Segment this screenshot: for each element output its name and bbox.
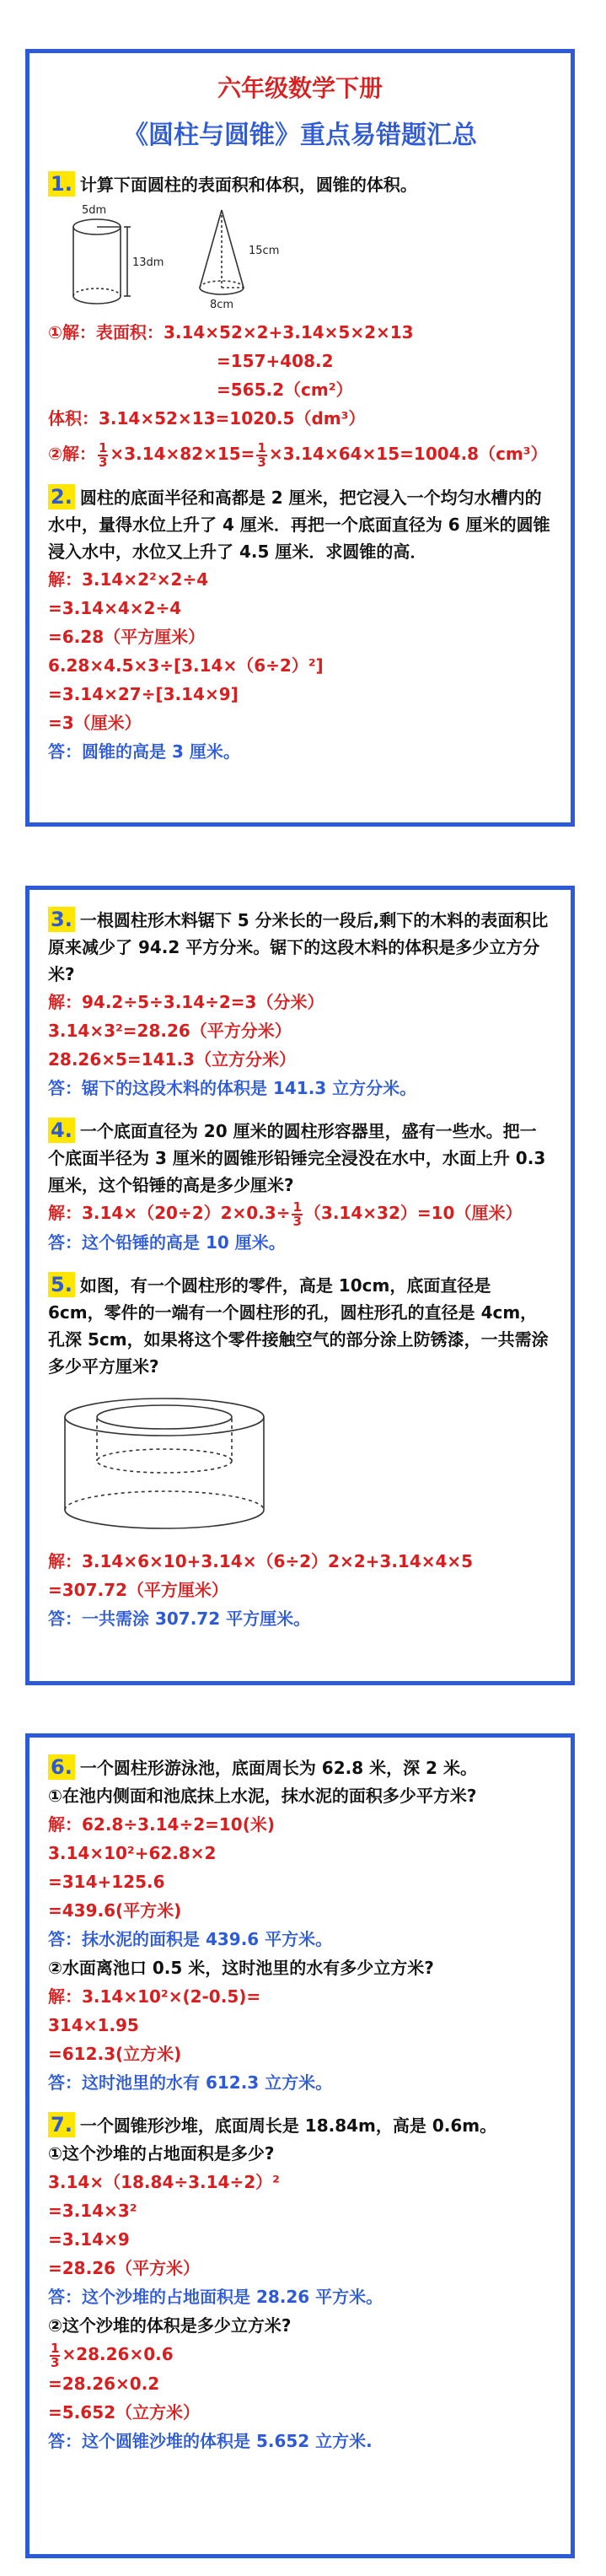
q1-solution-line: ①解：表面积：3.14×52×2+3.14×5×2×13 (48, 322, 414, 342)
q2-line: 解：3.14×2²×2÷4 (48, 569, 209, 590)
cone-base-label: 8cm (210, 299, 234, 311)
q5-line: 解：3.14×6×10+3.14×（6÷2）2×2+3.14×4×5 (48, 1550, 474, 1571)
q2-line: =6.28（平方厘米） (48, 626, 206, 647)
cylinder-top-label: 5dm (82, 204, 107, 217)
question-2 (48, 484, 552, 565)
q2-answer: 答：圆锥的高是 3 厘米。 (48, 741, 240, 762)
question-number: 6. (48, 1754, 75, 1780)
panel-2 (25, 886, 575, 1685)
fraction: $\frac{1}{3}$ (98, 439, 108, 470)
q3-line: 解：94.2÷5÷3.14÷2=3（分米） (48, 992, 324, 1012)
q6-line: =439.6(平方米) (48, 1900, 182, 1921)
question-text: 计算下面圆柱的表面积和体积，圆锥的体积。 (79, 175, 417, 195)
q2-line: =3.14×4×2÷4 (48, 597, 182, 618)
question-text: 一个圆锥形沙堆，底面周长是 18.84m，高是 0.6m。 (79, 2115, 497, 2136)
question-number: 7. (48, 2112, 75, 2137)
q7-sub2-answer: 答：这个圆锥沙堆的体积是 5.652 立方米. (48, 2430, 373, 2451)
q6-sub2: ②水面离池口 0.5 米，这时池里的水有多少立方米? (48, 1958, 434, 1978)
question-1 (48, 171, 552, 198)
q1-solution-line: =565.2（cm²） (217, 380, 353, 400)
q3-answer: 答：锯下的这段木料的体积是 141.3 立方分米。 (48, 1078, 417, 1098)
question-6 (48, 1754, 552, 1781)
q6-line: 解：62.8÷3.14÷2=10(米) (48, 1814, 275, 1835)
q6-sub2-answer: 答：这时池里的水有 612.3 立方米。 (48, 2072, 333, 2093)
q7-line: $\frac{1}{3}$ ×28.26×0.6 (51, 2340, 174, 2370)
question-3 (48, 907, 552, 988)
page-title: 六年级数学下册 (217, 74, 383, 102)
page-subtitle: 《圆柱与圆锥》重点易错题汇总 (123, 121, 477, 150)
q1-solution-line: =157+408.2 (217, 351, 334, 371)
q6-line: 解：3.14×10²×(2-0.5)= (48, 1986, 261, 2007)
q6-line: 314×1.95 (48, 2015, 139, 2035)
question-text: 圆柱的底面半径和高都是 2 厘米，把它浸入一个均匀水槽内的水中，量得水位上升了 4 厘米．再把一个底面直径为 6 厘米的圆锥浸入水中，水位又上升了 4.5 厘米．求圆锥的高． (48, 487, 550, 562)
q3-line: 3.14×3²=28.26（平方分米） (48, 1021, 292, 1041)
question-text: 如图，有一个圆柱形的零件，高是 10cm，底面直径是 6cm，零件的一端有一个圆柱形的孔，圆柱形孔的直径是 4cm，孔深 5cm，如果将这个零件接触空气的部分涂上防锈漆，一共需涂多少平方厘米? (48, 1275, 549, 1377)
question-number: 5. (48, 1272, 75, 1297)
question-text: 一根圆柱形木料锯下 5 分米长的一段后,剩下的木料的表面积比原来减少了 94.2 平方分米。锯下的这段木料的体积是多少立方分米? (48, 910, 549, 984)
q7-sub1: ①这个沙堆的占地面积是多少? (48, 2143, 275, 2164)
question-number: 2. (48, 484, 75, 509)
q6-sub1-answer: 答：抹水泥的面积是 439.6 平方米。 (48, 1929, 333, 1949)
q6-sub1: ①在池内侧面和池底抹上水泥，抹水泥的面积多少平方米? (48, 1786, 477, 1806)
q7-line: =28.26×0.2 (48, 2373, 160, 2394)
cylinder-height-label: 13dm (132, 256, 164, 269)
q1-volume-line: 体积：3.14×52×13=1020.5（dm³） (48, 408, 366, 428)
question-7 (48, 2112, 552, 2139)
q6-line: =612.3(立方米) (48, 2044, 182, 2064)
hollow-cylinder-figure (55, 1392, 308, 1535)
q6-line: =314+125.6 (48, 1872, 165, 1892)
q1-solution-2: ②解： $\frac{1}{3}$ ×3.14×82×15= $\frac{1}{3}$ ×3.14×64×15=1004.8（cm³） (48, 439, 548, 470)
q6-line: 3.14×10²+62.8×2 (48, 1843, 217, 1863)
cylinder-cone-figure (53, 202, 306, 311)
q2-line: 6.28×4.5×3÷[3.14×（6÷2）²] (48, 655, 324, 676)
panel-3 (25, 1733, 575, 2558)
q2-line: =3.14×27÷[3.14×9] (48, 683, 239, 704)
question-5 (48, 1272, 552, 1380)
q7-line: =5.652（立方米） (48, 2401, 201, 2422)
q7-sub1-answer: 答：这个沙堆的占地面积是 28.26 平方米。 (48, 2287, 383, 2307)
q3-line: 28.26×5=141.3（立方分米） (48, 1049, 296, 1070)
question-4 (48, 1118, 552, 1199)
q7-line: =28.26（平方米） (48, 2258, 201, 2278)
fraction: $\frac{1}{3}$ (51, 2340, 60, 2370)
question-number: 3. (48, 907, 75, 932)
q7-line: =3.14×9 (48, 2229, 130, 2250)
q7-line: =3.14×3² (48, 2201, 137, 2221)
cone-height-label: 15cm (249, 245, 280, 257)
q5-line: =307.72（平方厘米） (48, 1579, 228, 1600)
question-number: 4. (48, 1118, 75, 1143)
q7-line: 3.14×（18.84÷3.14÷2）² (48, 2172, 280, 2192)
q4-solution: 解：3.14×（20÷2）2×0.3÷ $\frac{1}{3}$ （3.14×32）=10（厘米） (48, 1199, 523, 1229)
fraction: $\frac{1}{3}$ (257, 439, 266, 470)
q5-answer: 答：一共需涂 307.72 平方厘米。 (48, 1608, 311, 1629)
question-text: 一个圆柱形游泳池，底面周长为 62.8 米，深 2 米。 (79, 1758, 477, 1778)
panel-1 (25, 49, 575, 827)
fraction: $\frac{1}{3}$ (292, 1199, 302, 1229)
question-number: 1. (48, 171, 75, 197)
q2-line: =3（厘米） (48, 712, 142, 733)
q7-sub2: ②这个沙堆的体积是多少立方米? (48, 2315, 292, 2336)
question-text: 一个底面直径为 20 厘米的圆柱形容器里，盛有一些水。把一个底面半径为 3 厘米的圆锥形铅锤完全浸没在水中，水面上升 0.3 厘米，这个铅锤的高是多少厘米? (48, 1121, 546, 1195)
q4-answer: 答：这个铅锤的高是 10 厘米。 (48, 1231, 286, 1253)
